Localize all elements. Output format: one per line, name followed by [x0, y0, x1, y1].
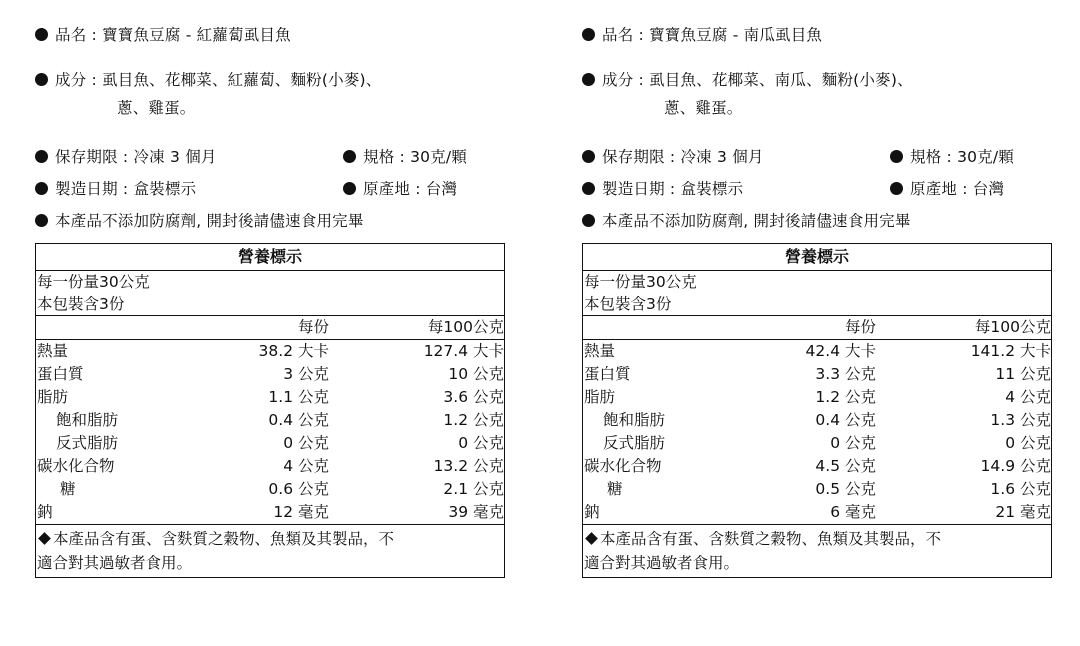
bullet-icon: [582, 73, 595, 86]
serving-info: [36, 271, 504, 316]
nutrient-name: 碳水化合物: [37, 457, 115, 475]
bullet-icon: [890, 182, 903, 195]
col-per-100g: 每100公克: [974, 318, 1051, 336]
nutrient-per-serving: 38.2 大卡: [258, 342, 329, 360]
spec: [890, 147, 1014, 167]
ingredients-text-1: 成分 : 虱目魚、花椰菜、南瓜、麵粉(小麥)、: [602, 71, 913, 89]
ingredients: [35, 70, 381, 90]
nutrient-per-serving: 0.5 公克: [815, 480, 876, 498]
nutrient-per-100g: 0 公克: [1005, 434, 1051, 452]
table-row: [583, 501, 1051, 525]
spec-text: 規格 : 30克/顆: [363, 148, 468, 166]
table-row: [583, 386, 1051, 409]
nutrient-name: 飽和脂肪: [603, 411, 666, 429]
product-name: [35, 25, 291, 45]
allergen-line: [37, 527, 502, 551]
nutrient-per-serving: 4 公克: [283, 457, 329, 475]
table-row: [36, 386, 504, 409]
nutrient-per-100g: 39 毫克: [448, 503, 504, 521]
bullet-icon: [582, 214, 595, 227]
nutrition-table: [35, 243, 505, 578]
nutrient-name: 蛋白質: [584, 365, 631, 383]
nutrition-table: [582, 243, 1052, 578]
nutrient-per-serving: 0 公克: [830, 434, 876, 452]
bullet-icon: [35, 150, 48, 163]
nutrition-title: 營養標示: [36, 244, 504, 271]
table-row: [583, 478, 1051, 501]
allergen-text-1: 本產品含有蛋、含麩質之穀物、魚類及其製品，不: [53, 530, 395, 548]
nutrient-name: 脂肪: [37, 388, 69, 406]
allergen-text-2: 適合對其過敏者食用。: [584, 554, 740, 572]
servings-per-pack: 本包裝含3份: [37, 295, 125, 313]
notice-text: 本產品不添加防腐劑, 開封後請儘速食用完畢: [55, 212, 364, 230]
serving-info: [583, 271, 1051, 316]
nutrient-per-100g: 2.1 公克: [443, 480, 504, 498]
diamond-icon: [585, 532, 598, 545]
bullet-icon: [343, 150, 356, 163]
ingredients-continued: 蔥、雞蛋。: [117, 99, 196, 117]
table-row: [583, 455, 1051, 478]
nutrition-title: 營養標示: [583, 244, 1051, 271]
nutrient-per-100g: 1.2 公克: [443, 411, 504, 429]
product-name: [582, 25, 822, 45]
table-row: [36, 363, 504, 386]
serving-size: 每一份量30公克: [584, 273, 697, 291]
bullet-icon: [35, 182, 48, 195]
nutrient-per-100g: 3.6 公克: [443, 388, 504, 406]
nutrient-per-100g: 11 公克: [995, 365, 1051, 383]
nutrition-header-row: [36, 316, 504, 340]
ingredients-text-1: 成分 : 虱目魚、花椰菜、紅蘿蔔、麵粉(小麥)、: [55, 71, 382, 89]
servings-per-pack: 本包裝含3份: [584, 295, 672, 313]
bullet-icon: [582, 182, 595, 195]
nutrient-per-100g: 14.9 公克: [980, 457, 1051, 475]
nutrient-name: 鈉: [37, 503, 53, 521]
nutrient-per-serving: 3.3 公克: [815, 365, 876, 383]
preservative-notice: [35, 211, 364, 231]
shelf-life: [35, 147, 217, 167]
bullet-icon: [582, 28, 595, 41]
nutrient-name: 反式脂肪: [603, 434, 666, 452]
mfg-date-text: 製造日期 : 盒裝標示: [55, 180, 197, 198]
mfg-date-text: 製造日期 : 盒裝標示: [602, 180, 744, 198]
table-row: [36, 432, 504, 455]
allergen-text-1: 本產品含有蛋、含麩質之穀物、魚類及其製品，不: [600, 530, 942, 548]
nutrient-name: 鈉: [584, 503, 600, 521]
nutrient-per-serving: 0.6 公克: [268, 480, 329, 498]
origin: [343, 179, 457, 199]
nutrient-per-serving: 0 公克: [283, 434, 329, 452]
nutrient-per-serving: 1.1 公克: [268, 388, 329, 406]
table-row: [583, 432, 1051, 455]
shelf-life-text: 保存期限 : 冷凍 3 個月: [602, 148, 764, 166]
nutrient-per-100g: 13.2 公克: [433, 457, 504, 475]
nutrient-per-serving: 42.4 大卡: [805, 342, 876, 360]
table-row: [36, 409, 504, 432]
mfg-date: [582, 179, 743, 199]
nutrient-per-100g: 141.2 大卡: [970, 342, 1051, 360]
diamond-icon: [38, 532, 51, 545]
table-row: [36, 455, 504, 478]
nutrient-per-100g: 1.3 公克: [990, 411, 1051, 429]
ingredients: [582, 70, 913, 90]
nutrient-name: 蛋白質: [37, 365, 84, 383]
col-per-serving: 每份: [297, 318, 329, 336]
mfg-date: [35, 179, 196, 199]
nutrient-name: 脂肪: [584, 388, 616, 406]
allergen-notice: [583, 525, 1051, 577]
allergen-line: [584, 527, 1049, 551]
nutrient-per-serving: 6 毫克: [830, 503, 876, 521]
table-row: [583, 363, 1051, 386]
table-row: [583, 409, 1051, 432]
bullet-icon: [343, 182, 356, 195]
table-row: [36, 340, 504, 363]
nutrient-name: 熱量: [37, 342, 69, 360]
nutrition-header-row: [583, 316, 1051, 340]
nutrient-per-serving: 4.5 公克: [815, 457, 876, 475]
nutrient-per-100g: 21 毫克: [995, 503, 1051, 521]
origin-text: 原產地 : 台灣: [363, 180, 458, 198]
bullet-icon: [582, 150, 595, 163]
nutrient-per-serving: 12 毫克: [273, 503, 329, 521]
spec-text: 規格 : 30克/顆: [910, 148, 1015, 166]
origin: [890, 179, 1004, 199]
nutrient-per-serving: 1.2 公克: [815, 388, 876, 406]
nutrient-name: 飽和脂肪: [56, 411, 119, 429]
nutrient-name: 糖: [60, 480, 76, 498]
nutrient-per-serving: 0.4 公克: [815, 411, 876, 429]
allergen-text-2: 適合對其過敏者食用。: [37, 554, 193, 572]
preservative-notice: [582, 211, 911, 231]
nutrient-name: 碳水化合物: [584, 457, 662, 475]
bullet-icon: [35, 28, 48, 41]
nutrient-per-100g: 0 公克: [458, 434, 504, 452]
allergen-notice: [36, 525, 504, 577]
nutrient-name: 糖: [607, 480, 623, 498]
nutrient-per-serving: 0.4 公克: [268, 411, 329, 429]
origin-text: 原產地 : 台灣: [910, 180, 1005, 198]
shelf-life: [582, 147, 764, 167]
product-name-text: 品名 : 寶寶魚豆腐 - 南瓜虱目魚: [602, 26, 823, 44]
bullet-icon: [890, 150, 903, 163]
notice-text: 本產品不添加防腐劑, 開封後請儘速食用完畢: [602, 212, 911, 230]
table-row: [583, 340, 1051, 363]
col-per-serving: 每份: [844, 318, 876, 336]
shelf-life-text: 保存期限 : 冷凍 3 個月: [55, 148, 217, 166]
nutrient-per-100g: 4 公克: [1005, 388, 1051, 406]
bullet-icon: [35, 73, 48, 86]
nutrient-name: 反式脂肪: [56, 434, 119, 452]
table-row: [36, 501, 504, 525]
nutrient-per-serving: 3 公克: [283, 365, 329, 383]
ingredients-continued: 蔥、雞蛋。: [664, 99, 743, 117]
product-name-text: 品名 : 寶寶魚豆腐 - 紅蘿蔔虱目魚: [55, 26, 291, 44]
nutrient-per-100g: 1.6 公克: [990, 480, 1051, 498]
nutrient-per-100g: 10 公克: [448, 365, 504, 383]
spec: [343, 147, 467, 167]
nutrient-per-100g: 127.4 大卡: [423, 342, 504, 360]
table-row: [36, 478, 504, 501]
bullet-icon: [35, 214, 48, 227]
serving-size: 每一份量30公克: [37, 273, 150, 291]
col-per-100g: 每100公克: [427, 318, 504, 336]
nutrient-name: 熱量: [584, 342, 616, 360]
